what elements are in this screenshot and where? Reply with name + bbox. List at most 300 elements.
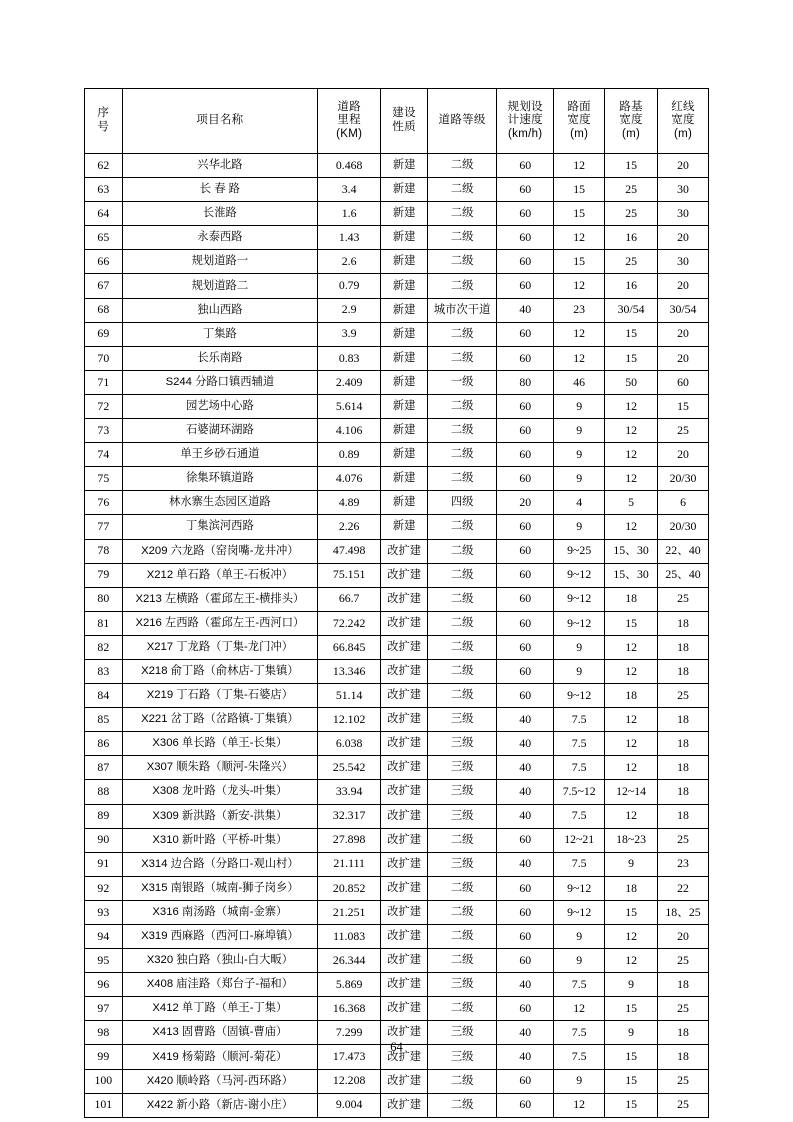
cell-redline-width: 18 [658,708,709,732]
cell-subgrade-width: 18 [605,876,658,900]
cell-index: 79 [85,563,123,587]
cell-index: 62 [85,154,123,178]
cell-road-grade: 二级 [428,1093,497,1117]
cell-design-speed: 60 [497,611,554,635]
cell-design-speed: 20 [497,491,554,515]
table-body [85,154,709,1118]
cell-road-grade: 二级 [428,659,497,683]
cell-road-grade: 二级 [428,178,497,202]
table-row [85,780,709,804]
col-header-mileage-line2: 里程 [337,114,361,127]
cell-construction-type: 改扩建 [381,587,428,611]
cell-mileage: 2.26 [318,515,381,539]
cell-mileage: 21.111 [318,852,381,876]
col-header-mileage-line3: (KM) [336,127,363,140]
cell-subgrade-width: 25 [605,178,658,202]
cell-subgrade-width: 15 [605,997,658,1021]
cell-index: 99 [85,1045,123,1069]
cell-construction-type: 新建 [381,346,428,370]
cell-project-name: X413 固曹路（固镇-曹庙） [122,1021,317,1045]
cell-construction-type: 新建 [381,419,428,443]
table-row [85,587,709,611]
cell-project-name: X306 单长路（单王-长集） [122,732,317,756]
cell-construction-type: 新建 [381,515,428,539]
cell-road-grade: 二级 [428,563,497,587]
cell-design-speed: 60 [497,515,554,539]
cell-construction-type: 改扩建 [381,804,428,828]
cell-construction-type: 新建 [381,491,428,515]
cell-design-speed: 40 [497,1021,554,1045]
cell-construction-type: 新建 [381,370,428,394]
cell-index: 80 [85,587,123,611]
cell-subgrade-width: 12 [605,925,658,949]
cell-subgrade-width: 16 [605,274,658,298]
cell-design-speed: 60 [497,1093,554,1117]
cell-project-name: X308 龙叶路（龙头-叶集） [122,780,317,804]
cell-mileage: 75.151 [318,563,381,587]
cell-index: 64 [85,202,123,226]
cell-redline-width: 25 [658,1093,709,1117]
cell-index: 78 [85,539,123,563]
col-header-design-speed-line1: 规划设 [507,100,543,113]
cell-road-grade: 三级 [428,804,497,828]
cell-design-speed: 60 [497,394,554,418]
cell-design-speed: 60 [497,828,554,852]
cell-project-name: X320 独白路（独山-白大畈） [122,949,317,973]
cell-road-grade: 三级 [428,852,497,876]
cell-index: 89 [85,804,123,828]
cell-pavement-width: 9~12 [554,684,605,708]
cell-project-name: X419 杨菊路（顺河-菊花） [122,1045,317,1069]
cell-pavement-width: 9 [554,949,605,973]
cell-project-name: 长乐南路 [122,346,317,370]
cell-project-name: 永泰西路 [122,226,317,250]
cell-pavement-width: 7.5 [554,708,605,732]
cell-design-speed: 60 [497,587,554,611]
cell-redline-width: 30 [658,202,709,226]
col-header-road-grade [428,89,497,154]
cell-redline-width: 20/30 [658,467,709,491]
cell-mileage: 16.368 [318,997,381,1021]
col-header-subgrade-width-line2: 宽度 [619,114,643,127]
cell-subgrade-width: 18 [605,684,658,708]
cell-pavement-width: 7.5 [554,732,605,756]
cell-redline-width: 20/30 [658,515,709,539]
cell-mileage: 11.083 [318,925,381,949]
cell-mileage: 72.242 [318,611,381,635]
cell-subgrade-width: 12 [605,467,658,491]
cell-mileage: 26.344 [318,949,381,973]
cell-mileage: 25.542 [318,756,381,780]
cell-subgrade-width: 15 [605,154,658,178]
cell-road-grade: 二级 [428,515,497,539]
cell-design-speed: 60 [497,154,554,178]
col-header-index [85,89,123,154]
cell-road-grade: 三级 [428,708,497,732]
cell-mileage: 47.498 [318,539,381,563]
cell-redline-width: 25 [658,1069,709,1093]
cell-road-grade: 三级 [428,1045,497,1069]
cell-redline-width: 20 [658,226,709,250]
cell-subgrade-width: 12 [605,804,658,828]
cell-road-grade: 二级 [428,202,497,226]
cell-road-grade: 二级 [428,226,497,250]
cell-project-name: 长 春 路 [122,178,317,202]
cell-redline-width: 22 [658,876,709,900]
table-row [85,973,709,997]
cell-mileage: 4.106 [318,419,381,443]
cell-design-speed: 60 [497,467,554,491]
table-row [85,925,709,949]
col-header-mileage [318,89,381,154]
cell-mileage: 0.79 [318,274,381,298]
cell-subgrade-width: 15 [605,900,658,924]
cell-redline-width: 22、40 [658,539,709,563]
cell-road-grade: 二级 [428,587,497,611]
cell-road-grade: 三级 [428,1021,497,1045]
cell-construction-type: 改扩建 [381,852,428,876]
cell-subgrade-width: 15、30 [605,563,658,587]
cell-mileage: 33.94 [318,780,381,804]
cell-construction-type: 改扩建 [381,732,428,756]
cell-design-speed: 60 [497,226,554,250]
cell-project-name: X219 丁石路（丁集-石婆店） [122,684,317,708]
table-row [85,804,709,828]
table-row [85,997,709,1021]
cell-road-grade: 三级 [428,973,497,997]
cell-subgrade-width: 15 [605,346,658,370]
cell-design-speed: 60 [497,635,554,659]
cell-subgrade-width: 15 [605,322,658,346]
cell-pavement-width: 9~12 [554,876,605,900]
cell-index: 98 [85,1021,123,1045]
cell-redline-width: 30/54 [658,298,709,322]
cell-construction-type: 新建 [381,443,428,467]
cell-construction-type: 改扩建 [381,997,428,1021]
cell-redline-width: 18 [658,635,709,659]
cell-subgrade-width: 15、30 [605,539,658,563]
table-row [85,949,709,973]
cell-road-grade: 二级 [428,876,497,900]
cell-mileage: 12.208 [318,1069,381,1093]
cell-construction-type: 新建 [381,154,428,178]
cell-design-speed: 60 [497,539,554,563]
cell-index: 71 [85,370,123,394]
table-row [85,370,709,394]
table-row [85,876,709,900]
cell-redline-width: 30 [658,250,709,274]
table-row [85,732,709,756]
cell-index: 81 [85,611,123,635]
cell-index: 94 [85,925,123,949]
cell-index: 85 [85,708,123,732]
cell-mileage: 0.83 [318,346,381,370]
cell-design-speed: 40 [497,1045,554,1069]
cell-subgrade-width: 12 [605,443,658,467]
cell-pavement-width: 9 [554,635,605,659]
cell-pavement-width: 9 [554,394,605,418]
cell-subgrade-width: 25 [605,202,658,226]
cell-construction-type: 新建 [381,322,428,346]
cell-mileage: 9.004 [318,1093,381,1117]
cell-index: 84 [85,684,123,708]
cell-redline-width: 60 [658,370,709,394]
cell-project-name: 单王乡砂石通道 [122,443,317,467]
cell-index: 87 [85,756,123,780]
cell-road-grade: 四级 [428,491,497,515]
cell-project-name: X213 左横路（霍邱左王-横排头） [122,587,317,611]
col-header-project-name [122,89,317,154]
table-row [85,394,709,418]
cell-pavement-width: 12 [554,1093,605,1117]
table-row [85,1093,709,1117]
cell-index: 73 [85,419,123,443]
cell-redline-width: 18、25 [658,900,709,924]
col-header-subgrade-width [605,89,658,154]
cell-subgrade-width: 18~23 [605,828,658,852]
cell-redline-width: 18 [658,756,709,780]
cell-pavement-width: 12~21 [554,828,605,852]
cell-construction-type: 改扩建 [381,925,428,949]
cell-design-speed: 60 [497,202,554,226]
cell-pavement-width: 12 [554,226,605,250]
cell-redline-width: 25、40 [658,563,709,587]
cell-pavement-width: 7.5 [554,756,605,780]
cell-project-name: X221 岔丁路（岔路镇-丁集镇） [122,708,317,732]
cell-construction-type: 改扩建 [381,611,428,635]
cell-redline-width: 25 [658,949,709,973]
cell-subgrade-width: 25 [605,250,658,274]
table-row [85,467,709,491]
cell-project-name: 长淮路 [122,202,317,226]
cell-redline-width: 18 [658,659,709,683]
cell-index: 92 [85,876,123,900]
cell-design-speed: 60 [497,250,554,274]
cell-subgrade-width: 30/54 [605,298,658,322]
table-header [85,89,709,154]
col-header-redline-width-line3: (m) [673,127,693,140]
table-row [85,154,709,178]
cell-road-grade: 二级 [428,635,497,659]
col-header-construction-type-line1: 建设 [392,107,416,120]
cell-construction-type: 改扩建 [381,876,428,900]
cell-mileage: 21.251 [318,900,381,924]
cell-mileage: 3.4 [318,178,381,202]
cell-pavement-width: 9 [554,659,605,683]
cell-mileage: 6.038 [318,732,381,756]
cell-design-speed: 60 [497,949,554,973]
table-row [85,756,709,780]
cell-construction-type: 新建 [381,298,428,322]
cell-redline-width: 25 [658,828,709,852]
cell-design-speed: 40 [497,756,554,780]
table-row [85,443,709,467]
cell-index: 101 [85,1093,123,1117]
cell-design-speed: 60 [497,443,554,467]
cell-redline-width: 20 [658,925,709,949]
cell-mileage: 4.076 [318,467,381,491]
page-number: 64 [390,1040,403,1054]
cell-redline-width: 18 [658,611,709,635]
cell-subgrade-width: 18 [605,587,658,611]
cell-design-speed: 60 [497,563,554,587]
cell-design-speed: 40 [497,852,554,876]
cell-subgrade-width: 5 [605,491,658,515]
table-row [85,635,709,659]
cell-pavement-width: 46 [554,370,605,394]
cell-index: 63 [85,178,123,202]
table-row [85,419,709,443]
col-header-design-speed-line2: 计速度 [507,114,543,127]
cell-road-grade: 二级 [428,154,497,178]
cell-mileage: 4.89 [318,491,381,515]
cell-construction-type: 改扩建 [381,828,428,852]
cell-design-speed: 80 [497,370,554,394]
cell-construction-type: 改扩建 [381,900,428,924]
col-header-project-name-line1: 项目名称 [196,114,244,127]
cell-mileage: 66.845 [318,635,381,659]
cell-pavement-width: 12 [554,322,605,346]
cell-redline-width: 30 [658,178,709,202]
cell-index: 100 [85,1069,123,1093]
cell-subgrade-width: 12 [605,515,658,539]
cell-redline-width: 25 [658,419,709,443]
cell-road-grade: 二级 [428,250,497,274]
cell-road-grade: 二级 [428,925,497,949]
cell-index: 91 [85,852,123,876]
cell-mileage: 3.9 [318,322,381,346]
table-row [85,322,709,346]
cell-construction-type: 新建 [381,250,428,274]
col-header-pavement-width-line2: 宽度 [567,114,591,127]
cell-index: 90 [85,828,123,852]
table-row [85,178,709,202]
cell-pavement-width: 9 [554,443,605,467]
cell-index: 75 [85,467,123,491]
cell-project-name: 独山西路 [122,298,317,322]
cell-index: 93 [85,900,123,924]
col-header-redline-width-line1: 红线 [671,100,695,113]
cell-mileage: 5.614 [318,394,381,418]
cell-redline-width: 18 [658,780,709,804]
cell-subgrade-width: 12 [605,756,658,780]
cell-mileage: 32.317 [318,804,381,828]
cell-subgrade-width: 12 [605,949,658,973]
table-row [85,202,709,226]
cell-design-speed: 60 [497,178,554,202]
cell-project-name: 徐集环镇道路 [122,467,317,491]
cell-construction-type: 新建 [381,394,428,418]
cell-road-grade: 二级 [428,949,497,973]
col-header-pavement-width-line1: 路面 [567,100,591,113]
cell-design-speed: 40 [497,298,554,322]
cell-design-speed: 40 [497,708,554,732]
cell-pavement-width: 12 [554,346,605,370]
cell-construction-type: 改扩建 [381,1021,428,1045]
cell-road-grade: 二级 [428,467,497,491]
cell-index: 77 [85,515,123,539]
cell-design-speed: 40 [497,804,554,828]
cell-index: 67 [85,274,123,298]
cell-road-grade: 二级 [428,828,497,852]
cell-index: 83 [85,659,123,683]
cell-index: 68 [85,298,123,322]
cell-index: 72 [85,394,123,418]
cell-subgrade-width: 12 [605,732,658,756]
cell-project-name: X216 左西路（霍邱左王-西河口） [122,611,317,635]
cell-pavement-width: 9~12 [554,563,605,587]
cell-design-speed: 60 [497,997,554,1021]
cell-construction-type: 改扩建 [381,756,428,780]
cell-subgrade-width: 15 [605,1069,658,1093]
table-row [85,1069,709,1093]
col-header-subgrade-width-line1: 路基 [619,100,643,113]
cell-design-speed: 40 [497,973,554,997]
cell-pavement-width: 9 [554,467,605,491]
cell-design-speed: 60 [497,322,554,346]
cell-project-name: X209 六龙路（窑岗嘴-龙井冲） [122,539,317,563]
cell-road-grade: 二级 [428,997,497,1021]
table-row [85,515,709,539]
cell-redline-width: 25 [658,997,709,1021]
cell-road-grade: 二级 [428,684,497,708]
cell-index: 96 [85,973,123,997]
cell-redline-width: 6 [658,491,709,515]
cell-project-name: 规划道路一 [122,250,317,274]
col-header-index-line1: 序 [97,107,110,120]
cell-mileage: 2.9 [318,298,381,322]
cell-design-speed: 60 [497,684,554,708]
cell-index: 66 [85,250,123,274]
cell-construction-type: 改扩建 [381,539,428,563]
cell-pavement-width: 15 [554,250,605,274]
cell-construction-type: 新建 [381,467,428,491]
cell-redline-width: 18 [658,1021,709,1045]
cell-construction-type: 改扩建 [381,708,428,732]
cell-construction-type: 改扩建 [381,1069,428,1093]
cell-mileage: 0.89 [318,443,381,467]
cell-subgrade-width: 16 [605,226,658,250]
cell-redline-width: 23 [658,852,709,876]
cell-road-grade: 二级 [428,443,497,467]
cell-redline-width: 20 [658,322,709,346]
cell-road-grade: 二级 [428,611,497,635]
cell-design-speed: 60 [497,419,554,443]
col-header-pavement-width [554,89,605,154]
cell-project-name: X319 西麻路（西河口-麻埠镇） [122,925,317,949]
cell-pavement-width: 9 [554,925,605,949]
cell-construction-type: 改扩建 [381,949,428,973]
cell-redline-width: 20 [658,346,709,370]
cell-subgrade-width: 15 [605,611,658,635]
cell-design-speed: 40 [497,732,554,756]
table-row [85,611,709,635]
cell-index: 65 [85,226,123,250]
cell-road-grade: 三级 [428,756,497,780]
cell-mileage: 51.14 [318,684,381,708]
cell-redline-width: 18 [658,804,709,828]
cell-pavement-width: 12 [554,154,605,178]
cell-road-grade: 二级 [428,900,497,924]
cell-redline-width: 25 [658,587,709,611]
cell-project-name: X412 单丁路（单王-丁集） [122,997,317,1021]
cell-redline-width: 18 [658,732,709,756]
cell-design-speed: 60 [497,900,554,924]
cell-project-name: X420 顺岭路（马河-西环路） [122,1069,317,1093]
cell-subgrade-width: 12 [605,659,658,683]
cell-pavement-width: 9 [554,1069,605,1093]
table-row [85,708,709,732]
